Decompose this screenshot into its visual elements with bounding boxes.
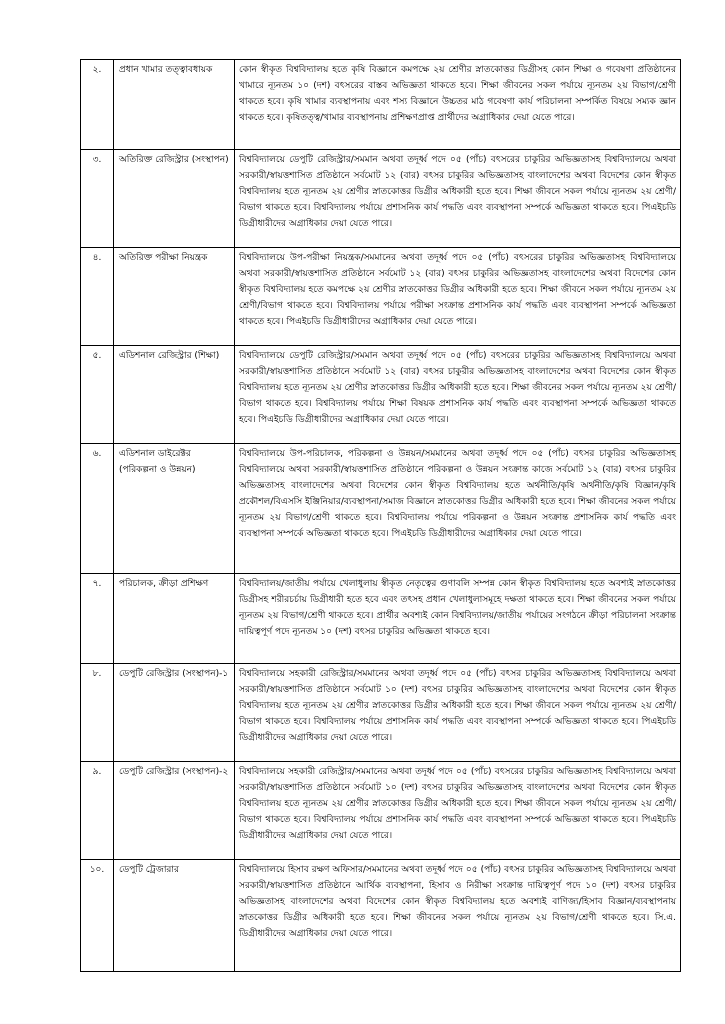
position-title: ডেপুটি রেজিস্ট্রার (সংস্থাপন)-১ [114,664,235,762]
row-number: ১০. [81,860,114,972]
job-requirements-table [80,59,681,972]
position-title: অতিরিক্ত পরীক্ষা নিয়ন্ত্রক [114,248,235,346]
table-row [81,860,681,972]
position-requirements: বিশ্ববিদ্যালয়ে উপ-পরীক্ষা নিয়ন্ত্রক/সমমানের অথবা তদূর্ধ্ব পদে ০৫ (পাঁচ) বৎসরের চাকুরির অভিজ্ঞতাসহ বিশ্ববিদ্যালয়ে অথবা সরকারী/স্বায়ত্তশাসিত প্রতিষ্ঠানে সর্বমোট ১২ (বার) বৎসর চাকুরির অভিজ্ঞতাসহ বাংলাদেশের অথবা বিদেশের কোন স্বীকৃত বিশ্ববিদ্যালয় হতে কমপক্ষে ২য় শ্রেণীর স্নাতকোত্তর ডিগ্রীর অধিকারী হতে হবে। শিক্ষা জীবনে সকল পর্যায়ে ন্যূনতম ২য় শ্রেণী/বিভাগ থাকতে হবে। বিশ্ববিদ্যালয় পর্যায়ে পরীক্ষা সংক্রান্ত প্রশাসনিক কার্য পদ্ধতি এবং ব্যবস্থাপনা সম্পর্কে অভিজ্ঞতা থাকতে হবে। পিএইচডি ডিগ্রীধারীদের অগ্রাধিকার দেয়া যেতে পারে। [235,248,681,346]
position-requirements: কোন স্বীকৃত বিশ্ববিদ্যালয় হতে কৃষি বিজ্ঞানে কমপক্ষে ২য় শ্রেণীর স্নাতকোত্তর ডিগ্রীসহ কোন শিক্ষা ও গবেষণা প্রতিষ্ঠানের খামারে ন্যূনতম ১০ (দশ) বৎসরের বাস্তব অভিজ্ঞতা থাকতে হবে। শিক্ষা জীবনের সকল পর্যায়ে ন্যূনতম ২য় বিভাগ/শ্রেণী থাকতে হবে। কৃষি খামার ব্যবস্থাপনায় এবং শস্য বিজ্ঞানে উচ্চতর মাঠ গবেষণা কার্য পরিচালনা সম্পর্কিত বিষয়ে সম্যক জ্ঞান থাকতে হবে। কৃষিতত্ত্ব/খামার ব্যবস্থাপনায় প্রশিক্ষণপ্রাপ্ত প্রার্থীদের অগ্রাধিকার দেয়া যেতে পারে। [235,60,681,150]
table-row [81,248,681,346]
position-title: অতিরিক্ত রেজিস্ট্রার (সংস্থাপন) [114,150,235,248]
table-row [81,346,681,444]
table-row [81,762,681,860]
row-number: ৬. [81,444,114,574]
position-requirements: বিশ্ববিদ্যালয়ে সহকারী রেজিস্ট্রার/সমমানের অথবা তদূর্ধ্ব পদে ০৫ (পাঁচ) বৎসর চাকুরির অভিজ্ঞতাসহ বিশ্ববিদ্যালয়ে অথবা সরকারী/স্বায়ত্তশাসিত প্রতিষ্ঠানে সর্বমোট ১০ (দশ) বৎসর চাকুরির অভিজ্ঞতাসহ বাংলাদেশের অথবা বিদেশের কোন স্বীকৃত বিশ্ববিদ্যালয় হতে ন্যূনতম ২য় শ্রেণীর স্নাতকোত্তর ডিগ্রীর অধিকারী হতে হবে। শিক্ষা জীবনে সকল পর্যায়ে ন্যূনতম ২য় শ্রেণী/বিভাগ থাকতে হবে। বিশ্ববিদ্যালয় পর্যায়ে প্রশাসনিক কার্য পদ্ধতি এবং ব্যবস্থাপনা সম্পর্কে অভিজ্ঞতা থাকতে হবে। পিএইচডি ডিগ্রীধারীদের অগ্রাধিকার দেয়া যেতে পারে। [235,664,681,762]
position-requirements: বিশ্ববিদ্যালয়ে ডেপুটি রেজিস্ট্রার/সমমান অথবা তদূর্ধ্ব পদে ০৫ (পাঁচ) বৎসরের চাকুরির অভিজ্ঞতাসহ বিশ্ববিদ্যালয়ে অথবা সরকারী/স্বায়ত্তশাসিত প্রতিষ্ঠানে সর্বমোট ১২ (বার) বৎসর চাকুরীর অভিজ্ঞতাসহ বাংলাদেশের অথবা বিদেশের কোন স্বীকৃত বিশ্ববিদ্যালয় হতে ন্যূনতম ২য় শ্রেণীর স্নাতকোত্তর ডিগ্রীর অধিকারী হতে হবে। শিক্ষা জীবনের সকল পর্যায়ে ন্যূনতম ২য় শ্রেণী/বিভাগ থাকতে হবে। বিশ্ববিদ্যালয় পর্যায়ে শিক্ষা বিষয়ক প্রশাসনিক কার্য পদ্ধতি এবং ব্যবস্থাপনা সম্পর্কে অভিজ্ঞতা থাকতে হবে। পিএইচডি ডিগ্রীধারীদের অগ্রাধিকার দেয়া যেতে পারে। [235,346,681,444]
position-title: এডিশনাল রেজিস্ট্রার (শিক্ষা) [114,346,235,444]
position-requirements: বিশ্ববিদ্যালয়ে ডেপুটি রেজিস্ট্রার/সমমান অথবা তদূর্ধ্ব পদে ০৫ (পাঁচ) বৎসরের চাকুরির অভিজ্ঞতাসহ বিশ্ববিদ্যালয়ে অথবা সরকারী/স্বায়ত্তশাসিত প্রতিষ্ঠানে সর্বমোট ১২ (বার) বৎসর চাকুরির অভিজ্ঞতাসহ বাংলাদেশের অথবা বিদেশের কোন স্বীকৃত বিশ্ববিদ্যালয় হতে ন্যূনতম ২য় শ্রেণীর স্নাতকোত্তর ডিগ্রীর অধিকারী হতে হবে। শিক্ষা জীবনে সকল পর্যায়ে ন্যূনতম ২য় শ্রেণী/বিভাগ থাকতে হবে। বিশ্ববিদ্যালয় পর্যায়ে প্রশাসনিক কার্য পদ্ধতি এবং ব্যবস্থাপনা সম্পর্কে অভিজ্ঞতা থাকতে হবে। পিএইচডি ডিগ্রীধারীদের অগ্রাধিকার দেয়া যেতে পারে। [235,150,681,248]
position-title: এডিশনাল ডাইরেক্টর (পরিকল্পনা ও উন্নয়ন) [114,444,235,574]
row-number: ৩. [81,150,114,248]
position-requirements: বিশ্ববিদ্যালয়ে উপ-পরিচালক, পরিকল্পনা ও উন্নয়ন/সমমানের অথবা তদূর্ধ্ব পদে ০৫ (পাঁচ) বৎসর চাকুরির অভিজ্ঞতাসহ বিশ্ববিদ্যালয়ে অথবা সরকারী/স্বায়ত্তশাসিত প্রতিষ্ঠানে পরিকল্পনা ও উন্নয়ন সংক্রান্ত কাজে সর্বমোট ১২ (বার) বৎসর চাকুরির অভিজ্ঞতাসহ বাংলাদেশের অথবা বিদেশের কোন স্বীকৃত বিশ্ববিদ্যালয় হতে অর্থনীতি/কৃষি অর্থনীতি/কৃষি বিজ্ঞান/কৃষি প্রকৌশল/বিএসসি ইঞ্জিনিয়ার/ব্যবস্থাপনা/সমাজ বিজ্ঞানে স্নাতকোত্তর ডিগ্রীর অধিকারী হতে হবে। শিক্ষা জীবনের সকল পর্যায়ে ন্যূনতম ২য় বিভাগ/শ্রেণী থাকতে হবে। বিশ্ববিদ্যালয় পর্যায়ে পরিকল্পনা ও উন্নয়ন সংক্রান্ত প্রশাসনিক কার্য পদ্ধতি এবং ব্যবস্থাপনা সম্পর্কে অভিজ্ঞতা থাকতে হবে। পিএইচডি ডিগ্রীধারীদের অগ্রাধিকার দেয়া যেতে পারে। [235,444,681,574]
position-title: ডেপুটি ট্রেজারার [114,860,235,972]
row-number: ৮. [81,664,114,762]
table-row [81,444,681,574]
document-page [80,59,680,972]
table-row [81,60,681,150]
row-number: ২. [81,60,114,150]
position-requirements: বিশ্ববিদ্যালয়ে সহকারী রেজিস্ট্রার/সমমানের অথবা তদূর্ধ্ব পদে ০৫ (পাঁচ) বৎসরের চাকুরির অভিজ্ঞতাসহ বিশ্ববিদ্যালয়ে অথবা সরকারী/স্বায়ত্তশাসিত প্রতিষ্ঠানে সর্বমোট ১০ (দশ) বৎসর চাকুরির অভিজ্ঞতাসহ বাংলাদেশের অথবা বিদেশের কোন স্বীকৃত বিশ্ববিদ্যালয় হতে ন্যূনতম ২য় শ্রেণীর স্নাতকোত্তর ডিগ্রীর অধিকারী হতে হবে। শিক্ষা জীবনে সকল পর্যায়ে ন্যূনতম ২য় শ্রেণী/বিভাগ থাকতে হবে। বিশ্ববিদ্যালয় পর্যায়ে প্রশাসনিক কার্য পদ্ধতি এবং ব্যবস্থাপনা সম্পর্কে অভিজ্ঞতা থাকতে হবে। পিএইচডি ডিগ্রীধারীদের অগ্রাধিকার দেয়া যেতে পারে। [235,762,681,860]
position-requirements: বিশ্ববিদ্যালয়ে হিসাব রক্ষণ অফিসার/সমমানের অথবা তদূর্ধ্ব পদে ০৫ (পাঁচ) বৎসর চাকুরির অভিজ্ঞতাসহ বিশ্ববিদ্যালয়ে অথবা সরকারী/স্বায়ত্তশাসিত প্রতিষ্ঠানে আর্থিক ব্যবস্থাপনা, হিসাব ও নিরীক্ষা সংক্রান্ত দায়িত্বপূর্ণ পদে ১০ (দশ) বৎসর চাকুরির অভিজ্ঞতাসহ বাংলাদেশের অথবা বিদেশের কোন স্বীকৃত বিশ্ববিদ্যালয় হতে অবশ্যই বাণিজ্য/হিসাব বিজ্ঞান/ব্যবস্থাপনায় স্নাতকোত্তর ডিগ্রীর অধিকারী হতে হবে। শিক্ষা জীবনের সকল পর্যায়ে ন্যূনতম ২য় বিভাগ/শ্রেণী থাকতে হবে। সি.এ. ডিগ্রীধারীদের অগ্রাধিকার দেয়া যেতে পারে। [235,860,681,972]
row-number: ৯. [81,762,114,860]
position-title: পরিচালক, ক্রীড়া প্রশিক্ষণ [114,574,235,664]
position-requirements: বিশ্ববিদ্যালয়/জাতীয় পর্যায়ে খেলাধুলায় স্বীকৃত নেতৃত্বের গুণাবলি সম্পন্ন কোন স্বীকৃত বিশ্ববিদ্যালয় হতে অবশ্যই স্নাতকোত্তর ডিগ্রীসহ শরীরচর্চায় ডিগ্রীধারী হতে হবে এবং তৎসহ প্রধান খেলাধুলাসমূহে দক্ষতা থাকতে হবে। শিক্ষা জীবনের সকল পর্যায়ে ন্যূনতম ২য় বিভাগ/শ্রেণী থাকতে হবে। প্রার্থীর অবশ্যই কোন বিশ্ববিদ্যালয়/জাতীয় পর্যায়ের সংগঠনে ক্রীড়া পরিচালনা সংক্রান্ত দায়িত্বপূর্ণ পদে ন্যূনতম ১০ (দশ) বৎসর চাকুরির অভিজ্ঞতা থাকতে হবে। [235,574,681,664]
row-number: ৪. [81,248,114,346]
position-title: প্রধান খামার তত্ত্বাবধায়ক [114,60,235,150]
table-row [81,574,681,664]
row-number: ৫. [81,346,114,444]
position-title: ডেপুটি রেজিস্ট্রার (সংস্থাপন)-২ [114,762,235,860]
table-row [81,150,681,248]
table-row [81,664,681,762]
row-number: ৭. [81,574,114,664]
